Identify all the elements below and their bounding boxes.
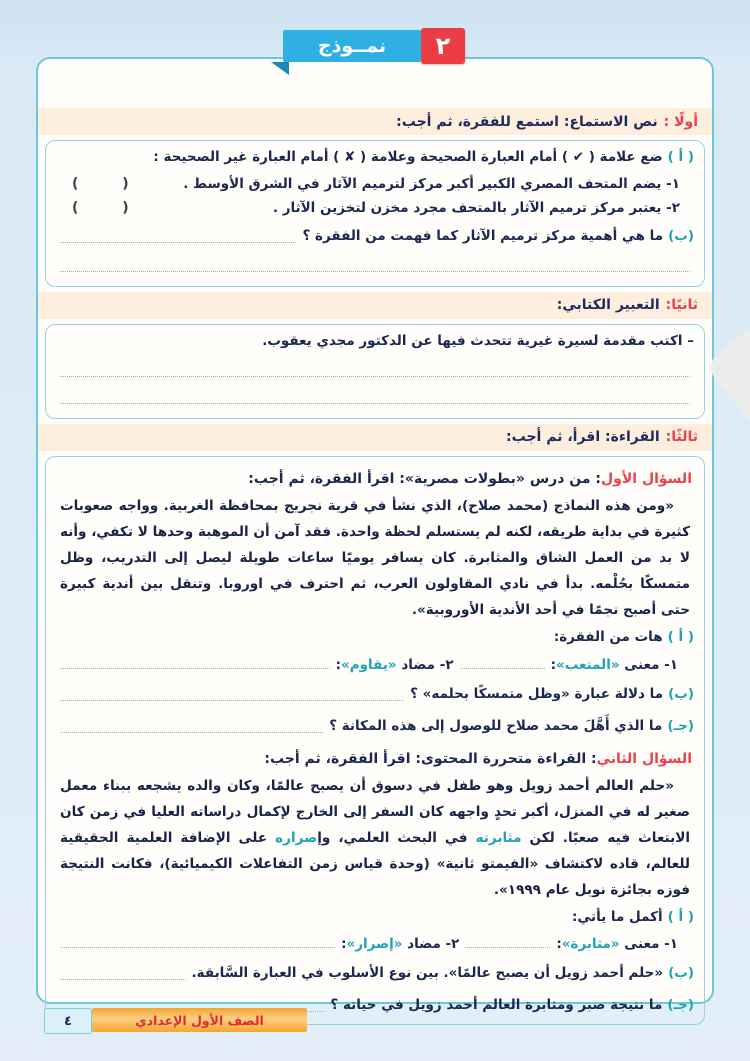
sheet-content xyxy=(38,59,712,1025)
q1-part-c xyxy=(56,716,694,737)
reading-passage-1 xyxy=(60,493,690,623)
q2-part-a-text: أكمل ما يأتي: xyxy=(571,908,663,925)
answer-line xyxy=(60,383,690,404)
q1-part-c-label: (جـ) xyxy=(667,717,694,734)
q2-fill1-prefix: ١- معنى xyxy=(624,936,678,953)
section2-title-strip xyxy=(38,292,712,319)
section2-title-text: التعبير الكتابي: xyxy=(556,297,660,314)
q1-fill1-word: «المتعب» xyxy=(555,656,620,673)
question1-intro: : من درس «بطولات مصرية»: اقرأ الفقرة، ثم أجب: xyxy=(248,470,602,487)
q1-part-a-label: ( أ ) xyxy=(667,628,694,645)
section2-title-label: ثانيًا: xyxy=(665,297,698,314)
question1-label: السؤال الأول xyxy=(601,470,692,487)
q2-part-b-label: (ب) xyxy=(668,965,694,982)
section1-part-b xyxy=(56,226,694,247)
answer-line xyxy=(60,668,330,669)
reading-passage-2 xyxy=(60,773,690,903)
answer-line xyxy=(465,947,550,948)
q2-part-c-question: ما نتيجة صبر ومثابرة العالم أحمد زويل في حياته ؟ xyxy=(330,997,663,1014)
q1-part-b-question: ما دلالة عبارة «وظل متمسكًا بحلمه» ؟ xyxy=(410,685,664,702)
q2-fill2-colon: : xyxy=(341,936,347,953)
passage2-highlight-2: صراره xyxy=(275,829,318,846)
question2-label: السؤال الثاني xyxy=(596,750,692,767)
section1-box xyxy=(45,140,705,287)
q1-fill2-colon: : xyxy=(335,656,342,673)
q2-part-b xyxy=(56,963,694,984)
exam-sheet xyxy=(36,57,714,1014)
q1-part-c-question: ما الذي أَهَّلَ محمد صلاح للوصول إلى هذه المكانة ؟ xyxy=(329,717,663,734)
truefalse-item-2-answer-box: ( ) xyxy=(72,199,129,216)
answer-line xyxy=(60,979,186,980)
truefalse-item-1 xyxy=(56,176,694,192)
section2-box xyxy=(45,324,705,419)
q1-fill1-colon: : xyxy=(550,656,556,673)
q1-fill-row xyxy=(56,657,694,673)
model-word-badge: نمــوذج xyxy=(283,30,421,62)
passage2-part1: «حلم العالم أحمد زويل وهو طفل في دسوق أن يصبح عالمًا، وكان والده يشجعه ببناء معمل صغير له في المنزل، أكبر تحدٍ واجهه كان السفر إلى الخارج لإكمال دراساته العليا في زمن كان الابتعاث فيه صعبًا. لكن xyxy=(60,777,690,846)
truefalse-item-1-answer-box: ( ) xyxy=(72,175,129,192)
ribbon-fold xyxy=(271,62,289,75)
truefalse-item-1-text: ١- يضم المتحف المصري الكبير أكبر مركز لترميم الآثار في الشرق الأوسط . xyxy=(183,175,680,192)
q1-fill1-prefix: ١- معنى xyxy=(624,656,678,673)
q2-part-c-label: (جـ) xyxy=(667,997,694,1014)
question2-intro: : القراءة متحررة المحتوى: اقرأ الفقرة، ثم أجب: xyxy=(264,750,597,767)
model-number-badge: ٢ xyxy=(421,28,465,64)
passage2-part2: في البحث العلمي، وإ xyxy=(317,829,476,846)
page-footer xyxy=(0,1006,750,1036)
section3-title-strip xyxy=(38,424,712,451)
section3-title-label: ثالثًا: xyxy=(665,429,698,446)
passage2-part3: على الإضافة العلمية الحقيقية للعالم، قاده لاكتشاف «الفيمتو ثانية» (وحدة قياس زمن التفاعلات الكيميائية)، فكانت النتيجة فوزه بجائزة نوبل عام ١٩٩٩». xyxy=(60,829,690,898)
passage2-highlight-1: مثابرته xyxy=(475,829,522,846)
q2-fill2-word: «إصرار» xyxy=(346,936,403,953)
answer-line xyxy=(60,947,335,948)
answer-line xyxy=(460,668,545,669)
truefalse-item-2 xyxy=(56,200,694,216)
q1-part-b-label: (ب) xyxy=(668,685,694,702)
section3-box xyxy=(45,456,705,1026)
answer-line xyxy=(60,251,690,272)
page-number-box: ٤ xyxy=(44,1008,92,1034)
q2-fill-row xyxy=(56,936,694,952)
grade-label-strip: الصف الأول الإعدادي xyxy=(92,1008,307,1032)
writing-task xyxy=(56,331,694,352)
part-b-question: ما هي أهمية مركز ترميم الآثار كما فهمت من الفقرة ؟ xyxy=(302,227,664,244)
answer-line xyxy=(60,700,404,701)
section1-title-label: أولًا : xyxy=(663,113,698,130)
q2-part-b-question: «حلم أحمد زويل أن يصبح عالمًا». بين نوع الأسلوب في العبارة السَّابقة. xyxy=(191,965,664,982)
q2-part-a xyxy=(56,907,694,928)
section3-title-text: القراءة: اقرأ، ثم أجب: xyxy=(506,429,660,446)
passage1-text: «ومن هذه النماذج (محمد صلاح)، الذي نشأ في قرية نجريج بمحافظة الغربية. وواجه صعوبات كثيرة في بداية طريقه، لكنه لم يستسلم لحظة واحدة. فقد آمن أن الموهبة وحدها لا تكفي، وأنه لا بد من العمل الشاق والمثابرة. كان يسافر يوميًا ساعات طويلة ليصل إلى التدريب، وظل متمسكًا بحُلْمه. بدأ في نادي المقاولون العرب، ثم احترف في اوروبا. وتنقل بين أندية كبيرة حتى أصبح نجمًا في أحد الأندية الأوروبية». xyxy=(60,497,690,618)
section1-title-strip xyxy=(38,108,712,135)
q2-fill1-word: «مثابرة» xyxy=(561,936,620,953)
q1-part-a xyxy=(56,627,694,648)
part-a-instruction: ضع علامة ( ✔ ) أمام العبارة الصحيحة وعلامة ( ✘ ) أمام العبارة غير الصحيحة : xyxy=(153,149,663,165)
section1-title-text: نص الاستماع: استمع للفقرة، ثم أجب: xyxy=(396,113,658,130)
q2-part-a-label: ( أ ) xyxy=(667,908,694,925)
answer-line xyxy=(60,356,690,377)
model-ribbon xyxy=(283,28,465,64)
truefalse-item-2-text: ٢- يعتبر مركز ترميم الآثار بالمتحف مجرد مخزن لتخزين الآثار . xyxy=(272,199,680,216)
q1-part-b xyxy=(56,684,694,705)
answer-line xyxy=(60,732,323,733)
section1-part-a xyxy=(56,147,694,168)
q1-part-a-text: هات من الفقرة: xyxy=(553,628,663,645)
q2-fill2-prefix: ٢- مضاد xyxy=(407,936,460,953)
q1-fill2-word: «يقاوم» xyxy=(341,656,397,673)
part-a-label: ( أ ) xyxy=(667,149,694,165)
part-b-label: (ب) xyxy=(668,227,694,244)
q2-fill1-colon: : xyxy=(556,936,562,953)
q1-fill2-prefix: ٢- مضاد xyxy=(401,656,454,673)
question2-heading xyxy=(58,751,692,767)
answer-line xyxy=(60,242,296,243)
writing-task-text: – اكتب مقدمة لسيرة غيرية تتحدث فيها عن الدكتور مجدي يعقوب. xyxy=(262,332,694,349)
question1-heading xyxy=(58,471,692,487)
